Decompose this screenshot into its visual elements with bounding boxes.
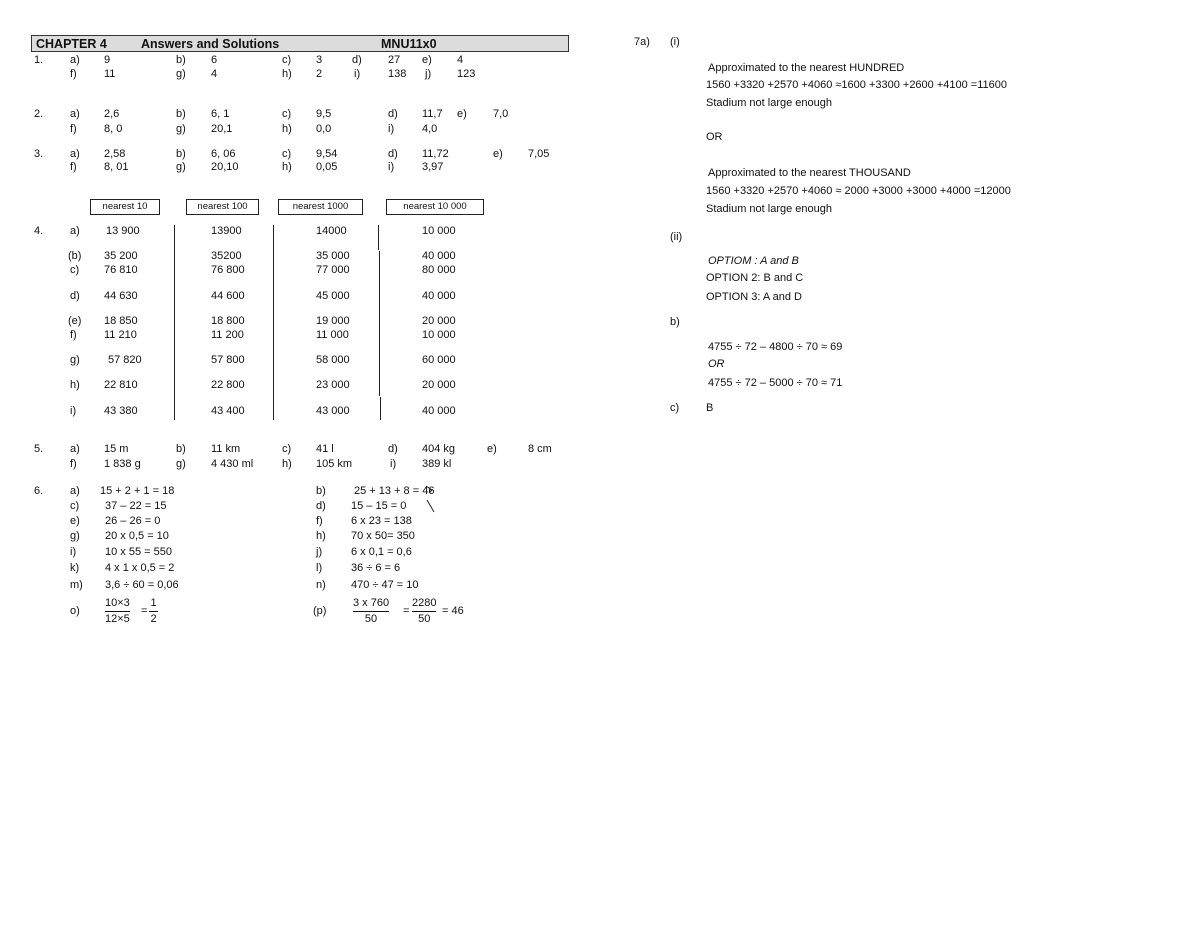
q6-expression: 25 + 13 + 8 = 46: [354, 485, 435, 497]
q6-label-o: o): [70, 605, 80, 617]
q4-cell: 20 000: [422, 315, 456, 327]
q5-cell: g): [176, 458, 186, 470]
q4-column-divider: [380, 397, 381, 420]
q4-cell: 10 000: [422, 225, 456, 237]
q6-label: j): [316, 546, 323, 558]
q6-label: n): [316, 579, 326, 591]
q7-or: OR: [706, 131, 723, 143]
chapter-title: Answers and Solutions: [141, 37, 280, 51]
q4-column-divider: [273, 225, 274, 420]
q7-part-b: b): [670, 316, 680, 328]
q3-cell: 2,58: [104, 148, 126, 160]
q2-cell: 2,6: [104, 108, 120, 120]
q4-cell: 44 630: [104, 290, 138, 302]
q4-cell: 13900: [211, 225, 242, 237]
q1-cell: 3: [316, 54, 323, 66]
q2-cell: 9,5: [316, 108, 332, 120]
q7-part-i: (i): [670, 36, 680, 48]
q7-b-line2: 4755 ÷ 72 – 5000 ÷ 70 ≈ 71: [708, 377, 843, 389]
q4-cell: 18 800: [211, 315, 245, 327]
q6-label: c): [70, 500, 80, 512]
q5-cell: 105 km: [316, 458, 353, 470]
q1-cell: h): [282, 68, 292, 80]
q4-cell: 14000: [316, 225, 347, 237]
q6-expression: 470 ÷ 47 = 10: [351, 579, 419, 591]
q6-expression: 15 – 15 = 0: [351, 500, 407, 512]
course-code: MNU11x0: [381, 37, 437, 51]
q3-cell: d): [388, 148, 398, 160]
q6-expression: 4 x 1 x 0,5 = 2: [105, 562, 175, 574]
q4-header-nearest-100: nearest 100: [186, 199, 259, 215]
q4-column-divider: [378, 225, 379, 250]
q1-cell: 138: [388, 68, 407, 80]
q4-row-label: f): [70, 329, 77, 341]
q5-cell: h): [282, 458, 292, 470]
q6-label: e): [70, 515, 80, 527]
q5-cell: d): [388, 443, 398, 455]
q1-cell: g): [176, 68, 186, 80]
q1-cell: b): [176, 54, 186, 66]
q1-cell: 6: [211, 54, 218, 66]
q4-row-label: g): [70, 354, 80, 366]
q6-o-fraction-2: [149, 597, 158, 626]
q6-label: l): [316, 562, 323, 574]
q3-cell: e): [493, 148, 503, 160]
q1-cell: a): [70, 54, 80, 66]
q6-expression: 37 – 22 = 15: [105, 500, 167, 512]
q4-cell: 60 000: [422, 354, 456, 366]
q1-cell: 27: [388, 54, 401, 66]
fraction-numerator: 2280: [412, 597, 437, 609]
q3-cell: h): [282, 161, 292, 173]
q3-cell: g): [176, 161, 186, 173]
q5-cell: 404 kg: [422, 443, 456, 455]
q6-expression: 36 ÷ 6 = 6: [351, 562, 401, 574]
q7-part-ii: (ii): [670, 231, 683, 243]
q7-hundred-note: Stadium not large enough: [706, 97, 832, 109]
q6-p-equals: =: [403, 605, 410, 617]
q6-expression: 15 + 2 + 1 = 18: [100, 485, 175, 497]
q2-cell: a): [70, 108, 80, 120]
q5-cell: 1 838 g: [104, 458, 141, 470]
q5-cell: e): [487, 443, 497, 455]
q7-thousand-calc: 1560 +3320 +2570 +4060 ≈ 2000 +3000 +3000 +4000 =12000: [706, 185, 1011, 197]
q1-cell: j): [425, 68, 432, 80]
q1-cell: d): [352, 54, 362, 66]
q4-cell: 40 000: [422, 405, 456, 417]
q4-cell: 43 400: [211, 405, 245, 417]
fraction-denominator: 50: [418, 613, 431, 625]
q2-cell: b): [176, 108, 186, 120]
q7-option: OPTION 2: B and C: [706, 272, 804, 284]
q4-row-label: c): [70, 264, 80, 276]
q4-cell: 13 900: [106, 225, 140, 237]
q3-cell: c): [282, 148, 292, 160]
q7-hundred-calc: 1560 +3320 +2570 +4060 ≈1600 +3300 +2600 +4100 =11600: [706, 79, 1007, 91]
q2-cell: g): [176, 123, 186, 135]
q3-cell: 7,05: [528, 148, 550, 160]
q3-cell: b): [176, 148, 186, 160]
q1-cell: e): [422, 54, 432, 66]
q1-number: 1.: [34, 54, 44, 66]
q6-label: h): [316, 530, 326, 542]
q4-row-label: (e): [68, 315, 82, 327]
q3-cell: 11,72: [422, 148, 449, 160]
q4-number: 4.: [34, 225, 44, 237]
q4-row-label: (b): [68, 250, 82, 262]
q4-column-divider: [379, 251, 380, 396]
q4-cell: 35 200: [104, 250, 138, 262]
q3-cell: 9,54: [316, 148, 338, 160]
q4-cell: 80 000: [422, 264, 456, 276]
fraction-numerator: 3 x 760: [353, 597, 390, 609]
q6-expression: 3,6 ÷ 60 = 0,06: [105, 579, 179, 591]
q5-cell: 389 kl: [422, 458, 452, 470]
q7-b-or: OR: [708, 358, 725, 370]
q4-cell: 58 000: [316, 354, 350, 366]
fraction-bar: [105, 611, 130, 612]
q3-cell: a): [70, 148, 80, 160]
q4-cell: 20 000: [422, 379, 456, 391]
q6-label: a): [70, 485, 80, 497]
fraction-numerator: 10×3: [105, 597, 130, 609]
q7-c-answer: B: [706, 402, 714, 414]
q7-hundred-title: Approximated to the nearest HUNDRED: [708, 62, 905, 74]
q7-option: OPTIOM : A and B: [708, 255, 799, 267]
q6-expression: 70 x 50= 350: [351, 530, 415, 542]
q3-cell: 0,05: [316, 161, 338, 173]
fraction-denominator: 50: [364, 613, 378, 625]
q5-cell: c): [282, 443, 292, 455]
q7-part-c: c): [670, 402, 680, 414]
q6-p-result: = 46: [442, 605, 464, 617]
q4-cell: 23 000: [316, 379, 350, 391]
q4-cell: 40 000: [422, 250, 456, 262]
q1-cell: c): [282, 54, 292, 66]
q4-row-label: a): [70, 225, 80, 237]
q6-label: d): [316, 500, 326, 512]
q3-cell: 20,10: [211, 161, 239, 173]
q2-cell: f): [70, 123, 77, 135]
q1-cell: 4: [211, 68, 218, 80]
q5-cell: b): [176, 443, 186, 455]
q1-cell: 11: [104, 68, 116, 80]
q6-label-p: (p): [313, 605, 327, 617]
q4-cell: 77 000: [316, 264, 350, 276]
fraction-bar: [149, 611, 158, 612]
q6-label: b): [316, 485, 326, 497]
q2-cell: 11,7: [422, 108, 443, 120]
fraction-denominator: 2: [150, 613, 157, 625]
q6-o-fraction-1: [105, 597, 130, 626]
q6-p-fraction-2: [412, 597, 436, 626]
q5-cell: 41 l: [316, 443, 334, 455]
pen-mark-decoration: [424, 484, 438, 514]
q4-row-label: i): [70, 405, 77, 417]
q5-cell: i): [390, 458, 397, 470]
q4-cell: 11 000: [316, 329, 349, 341]
q1-cell: f): [70, 68, 77, 80]
q6-expression: 20 x 0,5 = 10: [105, 530, 169, 542]
q4-cell: 76 810: [104, 264, 138, 276]
q4-cell: 76 800: [211, 264, 245, 276]
q4-cell: 19 000: [316, 315, 350, 327]
q3-cell: f): [70, 161, 77, 173]
q1-cell: 2: [316, 68, 323, 80]
q5-cell: f): [70, 458, 77, 470]
q2-cell: 6, 1: [211, 108, 230, 120]
q4-cell: 10 000: [422, 329, 456, 341]
q2-cell: e): [457, 108, 467, 120]
q4-cell: 35200: [211, 250, 242, 262]
q4-header-nearest-1000: nearest 1000: [278, 199, 363, 215]
q6-expression: 6 x 0,1 = 0,6: [351, 546, 412, 558]
q6-label: g): [70, 530, 80, 542]
q2-cell: 7,0: [493, 108, 509, 120]
q4-cell: 22 810: [104, 379, 138, 391]
q6-expression: 6 x 23 = 138: [351, 515, 412, 527]
q4-cell: 57 820: [108, 354, 142, 366]
q7-thousand-note: Stadium not large enough: [706, 203, 832, 215]
q4-cell: 22 800: [211, 379, 245, 391]
q4-cell: 40 000: [422, 290, 456, 302]
q5-cell: 15 m: [104, 443, 129, 455]
q2-number: 2.: [34, 108, 44, 120]
q3-number: 3.: [34, 148, 44, 160]
q4-row-label: h): [70, 379, 80, 391]
chapter-label: CHAPTER 4: [36, 37, 107, 51]
q6-label: k): [70, 562, 80, 574]
q5-number: 5.: [34, 443, 44, 455]
fraction-numerator: 1: [150, 597, 157, 609]
q6-number: 6.: [34, 485, 44, 497]
q3-cell: 8, 01: [104, 161, 129, 173]
q5-cell: 4 430 ml: [211, 458, 254, 470]
q4-cell: 57 800: [211, 354, 245, 366]
q6-p-fraction-1: [353, 597, 389, 626]
q4-row-label: d): [70, 290, 80, 302]
q7-option: OPTION 3: A and D: [706, 291, 802, 303]
q6-o-equals: =: [141, 605, 148, 617]
q3-cell: i): [388, 161, 395, 173]
q4-cell: 11 200: [211, 329, 244, 341]
fraction-denominator: 12×5: [105, 613, 130, 625]
q2-cell: c): [282, 108, 292, 120]
q4-cell: 44 600: [211, 290, 245, 302]
q5-cell: a): [70, 443, 80, 455]
q6-expression: 26 – 26 = 0: [105, 515, 161, 527]
q1-cell: 9: [104, 54, 111, 66]
q6-label: i): [70, 546, 77, 558]
q2-cell: 4,0: [422, 123, 438, 135]
q2-cell: i): [388, 123, 395, 135]
q4-cell: 18 850: [104, 315, 138, 327]
q2-cell: h): [282, 123, 292, 135]
q4-cell: 43 000: [316, 405, 350, 417]
q3-cell: 3,97: [422, 161, 444, 173]
fraction-bar: [353, 611, 389, 612]
q7-b-line1: 4755 ÷ 72 – 4800 ÷ 70 ≈ 69: [708, 341, 843, 353]
q4-header-nearest-10000: nearest 10 000: [386, 199, 484, 215]
q4-column-divider: [174, 225, 175, 420]
q6-label: m): [70, 579, 83, 591]
q2-cell: 20,1: [211, 123, 233, 135]
q7-thousand-title: Approximated to the nearest THOUSAND: [708, 167, 911, 179]
q1-cell: 123: [457, 68, 476, 80]
q5-cell: 11 km: [211, 443, 241, 455]
q6-label: f): [316, 515, 323, 527]
chapter-header-bar: [31, 35, 569, 52]
q2-cell: 8, 0: [104, 123, 123, 135]
q2-cell: 0,0: [316, 123, 332, 135]
q4-cell: 45 000: [316, 290, 350, 302]
q4-cell: 11 210: [104, 329, 137, 341]
q4-cell: 35 000: [316, 250, 350, 262]
q2-cell: d): [388, 108, 398, 120]
q4-header-nearest-10: nearest 10: [90, 199, 160, 215]
q4-cell: 43 380: [104, 405, 138, 417]
fraction-bar: [412, 611, 436, 612]
q6-expression: 10 x 55 = 550: [105, 546, 172, 558]
q3-cell: 6, 06: [211, 148, 236, 160]
q1-cell: i): [354, 68, 361, 80]
q5-cell: 8 cm: [528, 443, 552, 455]
q7-number: 7a): [634, 36, 650, 48]
q1-cell: 4: [457, 54, 464, 66]
